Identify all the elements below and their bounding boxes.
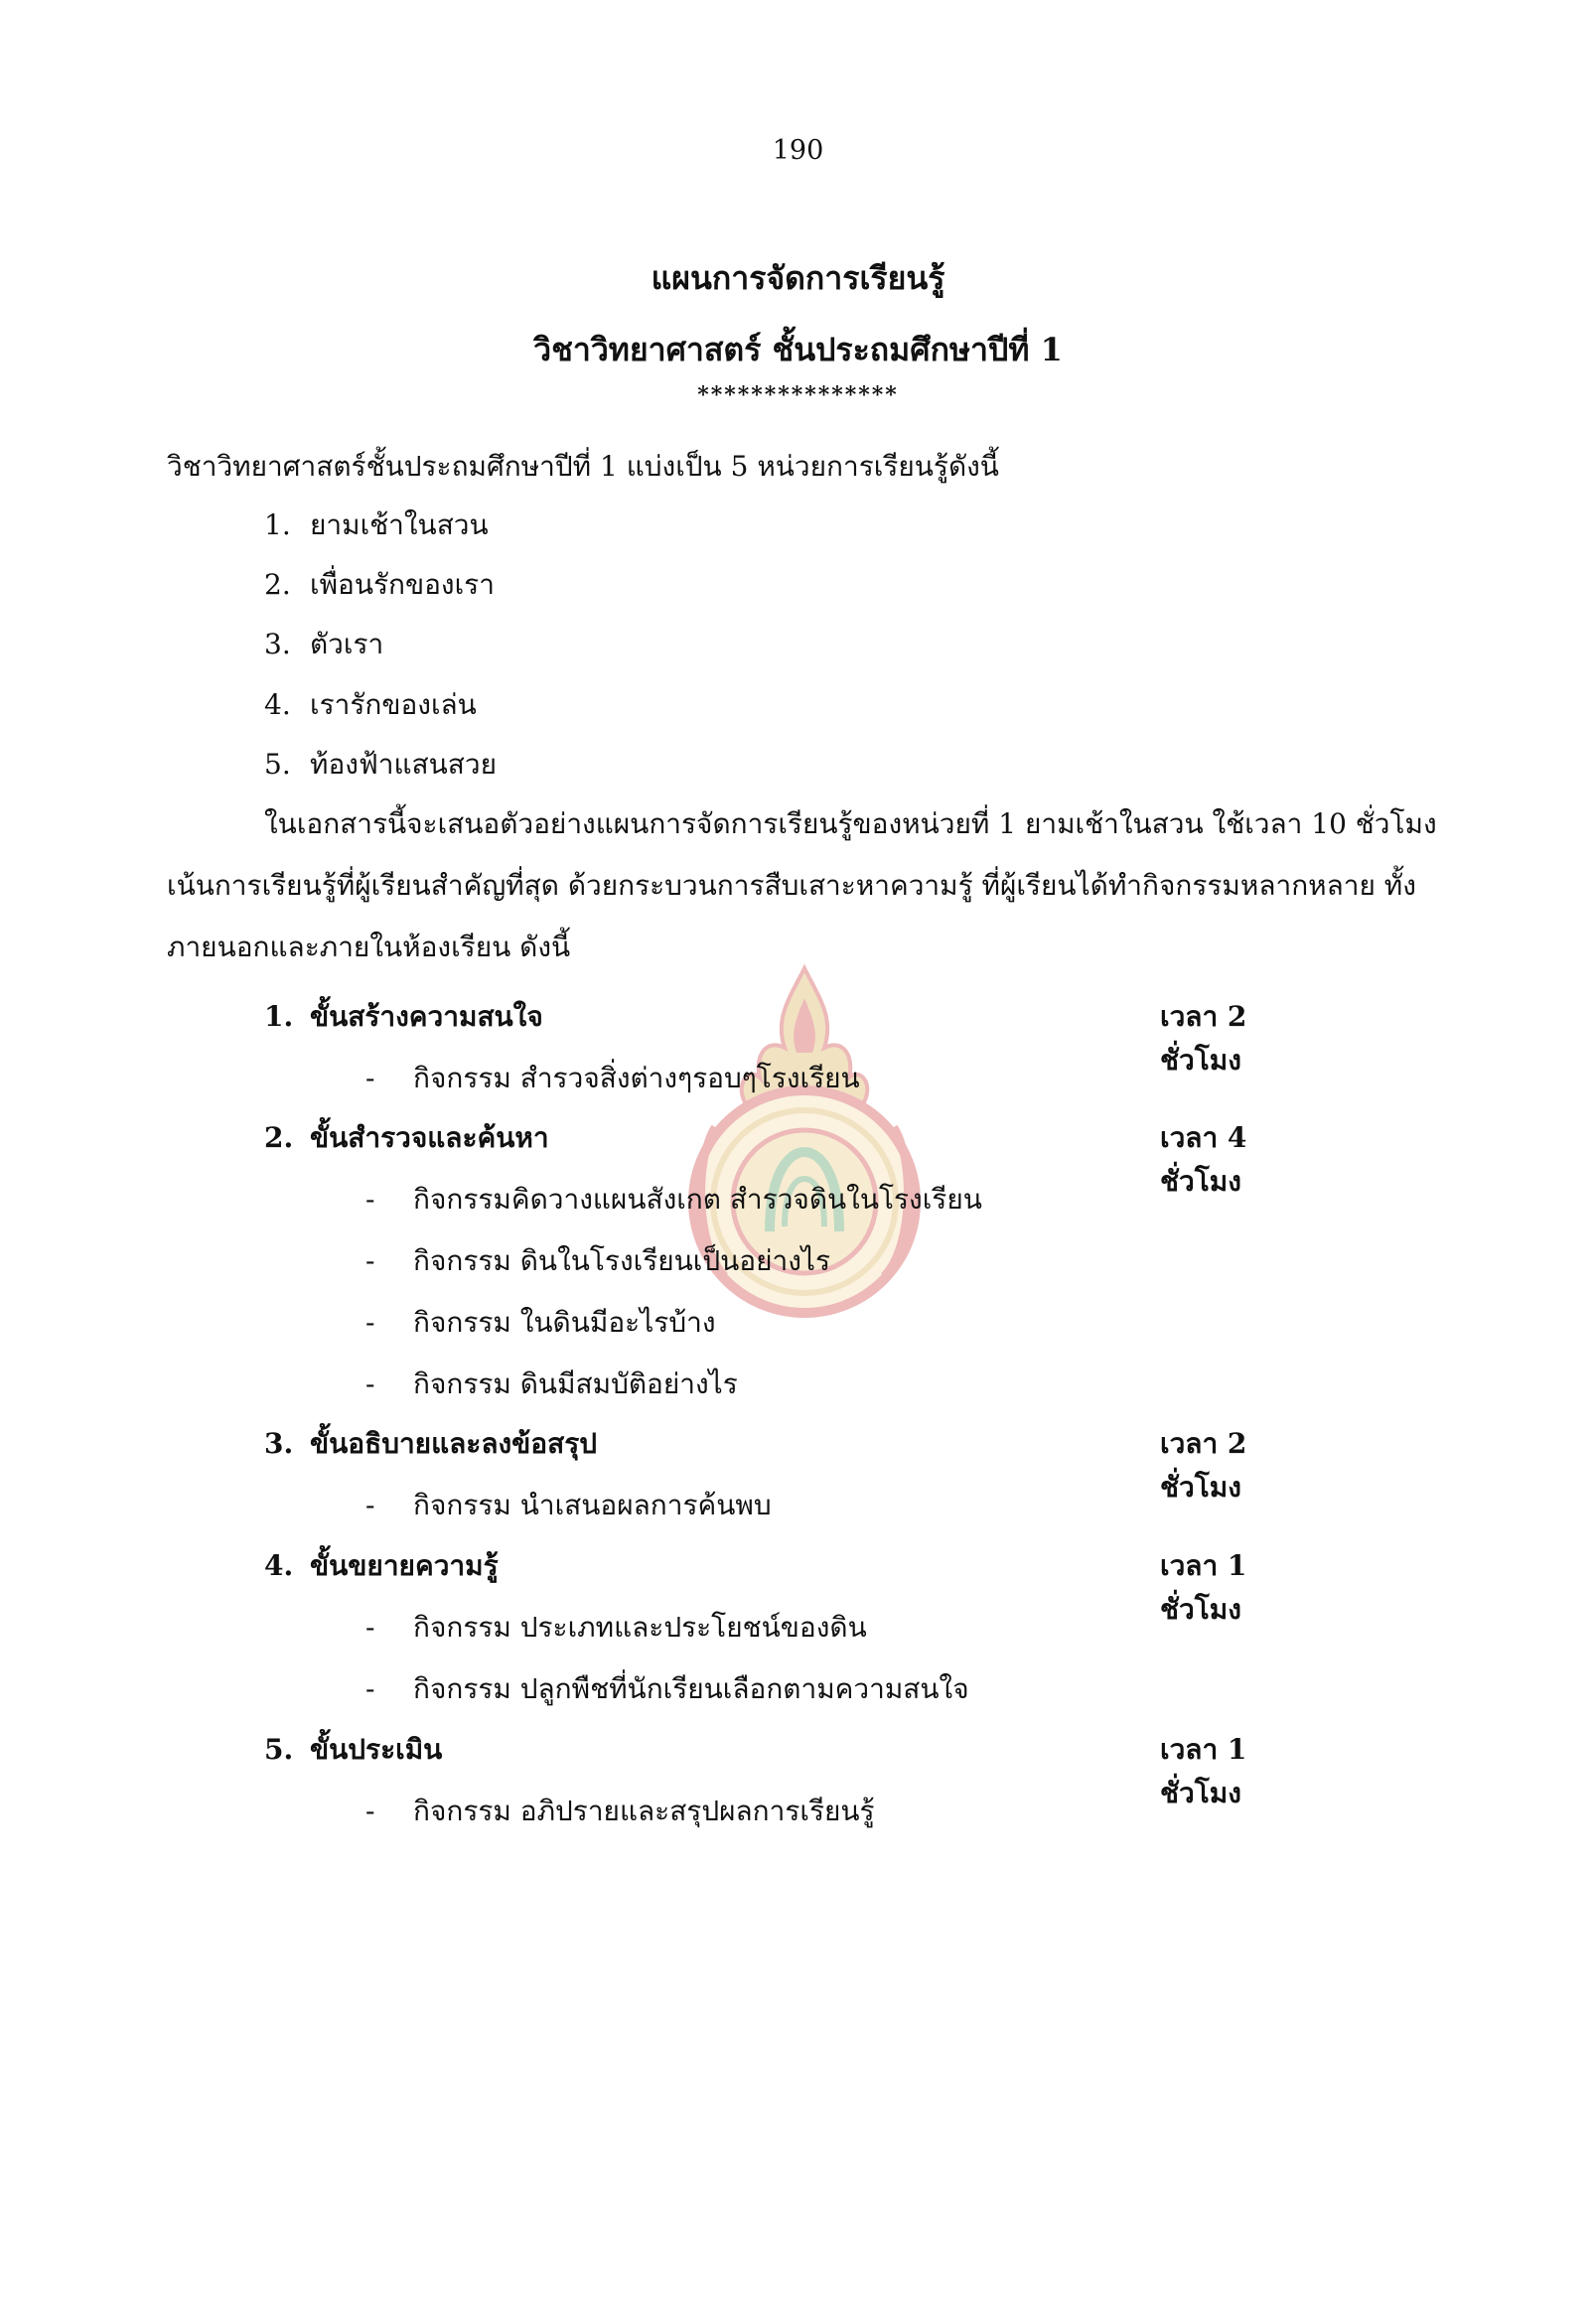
activity-item [365,1057,860,1100]
paragraph-line: ในเอกสารนี้จะเสนอตัวอย่างแผนการจัดการเรียนรู้ของหน่วยที่ 1 ยามเช้าในสวน ใช้เวลา 10 ชั่วโมง [264,807,1437,840]
step-label: ขั้นประเมิน [310,1733,443,1766]
activity-label: กิจกรรม ดินมีสมบัติอย่างไร [413,1367,738,1400]
title-divider: *************** [697,382,899,408]
activity-item [365,1667,969,1711]
unit-number: 4. [264,688,291,721]
paragraph-line: ภายนอกและภายในห้องเรียน ดังนี้ [167,931,571,963]
unit-list-item [264,743,497,787]
step-label: ขั้นสำรวจและค้นหา [310,1121,549,1154]
activity-label: กิจกรรม ดินในโรงเรียนเป็นอย่างไร [413,1244,831,1277]
page-number: 190 [772,135,824,166]
unit-label: ตัวเรา [310,628,384,660]
activity-label: กิจกรรม นำเสนอผลการค้นพบ [413,1489,772,1521]
step-heading [264,1544,1337,1626]
bullet-dash: - [365,1183,375,1216]
step-label: ขั้นขยายความรู้ [310,1549,499,1582]
activity-item [365,1484,772,1527]
unit-list-item [264,504,489,547]
unit-label: ยามเช้าในสวน [310,508,489,541]
step-number: 1. [264,1000,294,1033]
activity-item [365,1301,716,1345]
activity-item [365,1178,982,1222]
unit-label: เรารักของเล่น [310,688,477,721]
step-number: 2. [264,1121,294,1154]
bullet-dash: - [365,1489,375,1521]
activity-item [365,1606,867,1650]
step-time: เวลา 1 ชั่วโมง [1160,1733,1247,1809]
step-heading [264,1422,1337,1504]
unit-label: ท้องฟ้าแสนสวย [310,748,497,781]
unit-label: เพื่อนรักของเรา [310,568,495,601]
step-heading [264,1728,1337,1809]
unit-number: 3. [264,628,291,660]
bullet-dash: - [365,1672,375,1705]
activity-item [365,1790,875,1833]
bullet-dash: - [365,1062,375,1094]
unit-number: 1. [264,508,291,541]
step-label: ขั้นอธิบายและลงข้อสรุป [310,1427,598,1460]
activity-label: กิจกรรม สำรวจสิ่งต่างๆรอบๆโรงเรียน [413,1062,860,1094]
step-time: เวลา 2 ชั่วโมง [1160,1427,1247,1504]
step-number: 4. [264,1549,294,1582]
step-heading [264,1116,1337,1198]
bullet-dash: - [365,1367,375,1400]
step-heading [264,995,1337,1077]
unit-number: 5. [264,748,291,781]
bullet-dash: - [365,1244,375,1277]
paragraph-line: เน้นการเรียนรู้ที่ผู้เรียนสำคัญที่สุด ด้วยกระบวนการสืบเสาะหาความรู้ ที่ผู้เรียนได้ทำกิจกรรมหลากหลาย ทั้ง [167,869,1416,902]
bullet-dash: - [365,1795,375,1827]
document-subtitle: วิชาวิทยาศาสตร์ ชั้นประถมศึกษาปีที่ 1 [533,331,1063,368]
bullet-dash: - [365,1611,375,1644]
document-title: แผนการจัดการเรียนรู้ [651,259,945,297]
step-time: เวลา 1 ชั่วโมง [1160,1549,1247,1626]
activity-label: กิจกรรม ประเภทและประโยชน์ของดิน [413,1611,867,1644]
activity-label: กิจกรรม ในดินมีอะไรบ้าง [413,1306,716,1339]
activity-item [365,1363,738,1406]
intro-text: วิชาวิทยาศาสตร์ชั้นประถมศึกษาปีที่ 1 แบ่งเป็น 5 หน่วยการเรียนรู้ดังนี้ [167,450,999,483]
step-time: เวลา 2 ชั่วโมง [1160,1000,1247,1077]
unit-number: 2. [264,568,291,601]
unit-list-item [264,683,477,727]
unit-list-item [264,623,383,666]
activity-label: กิจกรรม ปลูกพืชที่นักเรียนเลือกตามความสนใจ [413,1672,969,1705]
step-label: ขั้นสร้างความสนใจ [310,1000,543,1033]
unit-list-item [264,563,495,607]
activity-item [365,1239,830,1283]
activity-label: กิจกรรม อภิปรายและสรุปผลการเรียนรู้ [413,1795,875,1827]
step-number: 3. [264,1427,294,1460]
activity-label: กิจกรรมคิดวางแผนสังเกต สำรวจดินในโรงเรียน [413,1183,982,1216]
bullet-dash: - [365,1306,375,1339]
step-time: เวลา 4 ชั่วโมง [1160,1121,1247,1198]
step-number: 5. [264,1733,294,1766]
